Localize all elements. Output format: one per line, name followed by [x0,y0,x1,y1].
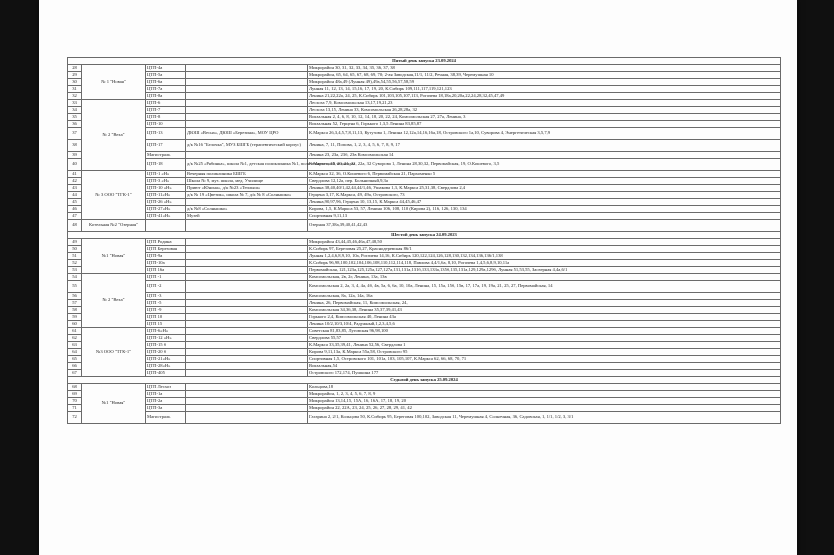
table-row [68,199,781,206]
station-name: ЦТП -9 [146,307,186,314]
address-list: Комсомольская 2, 2а, 3, 4, 4а, 4б, 4в, 5а, 6, 6а, 10, 10а, Ленина, 15, 15а, 15б, 15в, 17, 17а, 19, 19а, 21, 25, 27, Первомайская, 14 [308,281,781,293]
row-number: 68 [68,384,82,391]
table-row [68,321,781,328]
object-name [186,220,308,232]
station-name: ЦТП-4а [146,65,186,72]
station-name: ЦТП -5 [146,300,186,307]
address-list: Вокзальная,54 [308,363,781,370]
object-name [186,246,308,253]
address-list: Спортивная 1,5, Островского 101, 101а, 103, 105,107, К.Маркса 62, 66, 68, 70, 71 [308,356,781,363]
table-row [68,206,781,213]
object-name [186,384,308,391]
object-name [186,307,308,314]
address-list: Ленина 23, 23а, 23б, 23в Комсомольская 14 [308,152,781,159]
table-row [68,274,781,281]
object-name [186,349,308,356]
row-number: 51 [68,253,82,260]
station-name: ЦТП-10 [146,121,186,128]
station-name: ЦТП-1а [146,391,186,398]
table-row [68,253,781,260]
address-list: Микрорайон, 1, 2, 3, 4, 5, 6, 7, 8, 9 [308,391,781,398]
address-list: Микрорайон 22, 22А, 23, 24, 25, 26, 27, 28, 29, 41, 42 [308,405,781,412]
object-name [186,356,308,363]
row-number: 34 [68,107,82,114]
table-row [68,239,781,246]
object-name [186,107,308,114]
station-name: ЦТП-8 [146,114,186,121]
row-number: 37 [68,128,82,140]
row-number: 28 [68,65,82,72]
object-name: Школа № 9, муз. школа, мед. Училище [186,178,308,185]
boiler-name: №1 "Новая" [82,384,146,424]
station-name: ЦТП -1 [146,274,186,281]
table-row [68,152,781,159]
table-row [68,192,781,199]
object-name: д/к №8 «Солнышко» [186,206,308,213]
row-number: 72 [68,412,82,424]
row-number: 62 [68,335,82,342]
table-row [68,405,781,412]
object-name [186,253,308,260]
table-row [68,398,781,405]
address-list: Комсомольская, 2в, 2г, Ленина, 13а, 13в [308,274,781,281]
table-row [68,307,781,314]
station-name: ЦТП-6«Н» [146,328,186,335]
station-name: ЦТП-8а [146,93,186,100]
row-number: 44 [68,192,82,199]
row-number: 65 [68,356,82,363]
station-name: ЦТП Родина [146,239,186,246]
section-title: Седьмой день запуска 25.09.2024 [68,377,781,384]
row-number: 38 [68,140,82,152]
address-list: Микрорайон 43,44,45,46,46а,47,48,50 [308,239,781,246]
table-row [68,342,781,349]
object-name [186,300,308,307]
object-name [186,405,308,412]
table-row [68,370,781,377]
address-list: К.Маркса 32, 36, О.Кошевого 6, Первомайская 21, Пархоменко 5 [308,171,781,178]
object-name [186,314,308,321]
table-row [68,107,781,114]
address-list: Первомайская, 121,123а,125,125а,127,127а,131,131а,131б,133,133а,135б,135,131а,129,129а,129б, Лунная 51,53,55, Заозерная 4,4а,6/1 [308,267,781,274]
table-row [68,293,781,300]
station-name: ЦТП-5а [146,72,186,79]
object-name [186,100,308,107]
row-number: 46 [68,206,82,213]
address-list: К.Маркса, 15, 20, 21, 22, 22а, 32 Суворова 1, Ленина 28,30,32, Первомайская, 19, О.Кошевого, 3,5 [308,159,781,171]
station-name: ЦТП-41«Н» [146,213,186,220]
row-number: 49 [68,239,82,246]
row-number: 64 [68,349,82,356]
address-list: Советская 81,83,85, Луговская 96,98,100 [308,328,781,335]
row-number: 54 [68,274,82,281]
row-number: 45 [68,199,82,206]
table-row [68,356,781,363]
address-list: Спортивная 9,11,13 [308,213,781,220]
address-list: Ленина, 7, 11, Попова, 1, 2, 3, 4, 5, 6, 7, 8, 9, 17 [308,140,781,152]
table-row [68,281,781,293]
address-list: Лунная 1,2,4,6,8,9,10, 10а, Рогачева 14,16, К.Сибирь 120,122,124,126,128,130,132,134,136,136/1,138 [308,253,781,260]
address-list: Микрорайон 48а,49 (Лунная 49),49а,54,55,56,57,58,59 [308,79,781,86]
table-row [68,246,781,253]
table-row [68,391,781,398]
address-list: К.Сибирь 97, Березовая 25,27, Краснодеревская 86/1 [308,246,781,253]
boiler-name: № 2 "Веха" [82,100,146,171]
row-number: 67 [68,370,82,377]
station-name: ЦТП-405 [146,370,186,377]
station-name: ЦТП-2а [146,398,186,405]
address-list: Микрорайон, 65, 64, 65, 67, 68, 69, 70; 2-ая Заводская,11/1, 11/2, Речная, 38,39, Черемушная 10 [308,72,781,79]
object-name [186,65,308,72]
row-number: 39 [68,152,82,159]
station-name: ЦТП-27«Н» [146,206,186,213]
row-number: 43 [68,185,82,192]
object-name [186,121,308,128]
boiler-name: № 3 ООО "ТГК-1" [82,171,146,220]
row-number: 33 [68,100,82,107]
object-name: д/к №16 "Белочка", МУЗ БШГБ (терапевтический корпус) [186,140,308,152]
address-list: К.Маркса 26,3,4,5,7,8,11,13, Кутузова 1, Ленина 12,12а,14,16,16а,18, Островского 1а,10, Суворова 4, Энергетическая 3,5,7,9 [308,128,781,140]
row-number: 47 [68,213,82,220]
address-list: Герцена 3,17, К.Маркса, 49, 49а, Островского, 73 [308,192,781,199]
address-list: Лесхоза 13,15, Ленина 33, Комсомольская 26,28,28а, 32 [308,107,781,114]
row-number: 66 [68,363,82,370]
row-number: 56 [68,293,82,300]
row-number: 30 [68,79,82,86]
schedule-table [67,57,781,424]
station-name: ЦТП-6 [146,100,186,107]
object-name [186,391,308,398]
section-header-row [68,58,781,65]
address-list: Ленина,90,97,96, Герцена 10, 13,15, К.Маркса 44,45,46,47 [308,199,781,206]
object-name: Вечерняя поликлиника БШГБ [186,171,308,178]
table-row [68,220,781,232]
object-name [186,293,308,300]
row-number: 53 [68,267,82,274]
station-name: ЦТП Лесхоз [146,384,186,391]
row-number: 35 [68,114,82,121]
station-name: ЦТП-7а [146,86,186,93]
table-row [68,328,781,335]
table-row [68,140,781,152]
object-name [186,274,308,281]
row-number: 32 [68,93,82,100]
station-name: ЦТП-9а [146,253,186,260]
boiler-name: Котельная №2 "Озерная" [82,220,146,232]
address-list: Лесхоза 7,9, Комсомольская 13,17,19,21,23 [308,100,781,107]
station-name: ЦТП-17 [146,140,186,152]
row-number: 48 [68,220,82,232]
row-number: 29 [68,72,82,79]
station-name: ЦТП Березовая [146,246,186,253]
row-number: 69 [68,391,82,398]
object-name [186,398,308,405]
table-row [68,86,781,93]
object-name [186,199,308,206]
station-name: Магистраль [146,412,186,424]
station-name: ЦТП-18 [146,159,186,171]
station-name: ЦТП-3а [146,405,186,412]
row-number: 59 [68,314,82,321]
table-row [68,128,781,140]
object-name [186,363,308,370]
table-row [68,349,781,356]
table-row [68,335,781,342]
address-list: Комсомольская, 8а, 12а, 14а, 16а [308,293,781,300]
station-name: ЦТП-12 «Н» [146,335,186,342]
station-name: ЦТП-13 [146,128,186,140]
table-row [68,121,781,128]
table-row [68,65,781,72]
object-name: Приют «Юнона», д/к №23 «Теплыш» [186,185,308,192]
section-title: Пятый день запуска 23.09.2024 [68,58,781,65]
station-name: Магистраль [146,152,186,159]
address-list: Ленина 21,22,22а, 24, 25, К.Сибирь 101,103,105,107,113, Рогачева 18,18а,20,20а,22,24,28,32,45,47,49 [308,93,781,100]
table-row [68,171,781,178]
object-name [186,328,308,335]
station-name: ЦТП -2 [146,281,186,293]
object-name [186,321,308,328]
table-row [68,300,781,307]
table-row [68,314,781,321]
object-name [186,79,308,86]
object-name [186,335,308,342]
address-list: Кольцова,18 [308,384,781,391]
address-list: Ленина 10/2,10/3,10/4, Радужный,1,2,3,4,5,6 [308,321,781,328]
address-list: Горького 2,4, Комсомольская 40, Ленина 43а [308,314,781,321]
address-list: Ленина 38,40,40/1,42,44,44/1,46, Ушакова 1,3, К.Маркса 25,31,38, Свердлова 2,4 [308,185,781,192]
address-list: Микрорайон 30, 31, 32, 33, 34, 35, 36, 37, 38 [308,65,781,72]
object-name [186,152,308,159]
row-number: 41 [68,171,82,178]
station-name: ЦТП-1 «Н» [146,171,186,178]
row-number: 61 [68,328,82,335]
address-list: Вокзальная 52, Герцена 6, Горького 1,3,5 Ленина 83,85,87 [308,121,781,128]
object-name [186,370,308,377]
station-name: ЦТП-20 б [146,349,186,356]
table-row [68,100,781,107]
row-number: 50 [68,246,82,253]
row-number: 71 [68,405,82,412]
table-row [68,114,781,121]
section-header-row [68,377,781,384]
address-list: Гагарина 2, 2/1, Кольцова 50, К.Сибирь 95, Береговая 100,102, Заводская 11, Черемушная 4, Солнечная, 36, Садовская, 1, 1/1, 1/2, 3, 3/1 [308,412,781,424]
object-name: ДЮШ «Весна», ДЮШ «Березина», МОУ ЦРО [186,128,308,140]
station-name: ЦТП 15 [146,321,186,328]
station-name: ЦТП-3 «Н» [146,178,186,185]
row-number: 40 [68,159,82,171]
address-list: Кирова, 1,5, К.Маркса 53, 57, Ленина 106, 108, 110 (Кирова 2), 116, 126, 130, 134 [308,206,781,213]
table-row [68,213,781,220]
row-number: 63 [68,342,82,349]
boiler-name: № 2 "Веха" [82,274,146,328]
table-row [68,93,781,100]
station-name: ЦТП-7 [146,107,186,114]
object-name [186,239,308,246]
section-header-row [68,232,781,239]
address-list: Озерная 37,38а,39,40,41,42,43 [308,220,781,232]
table-row [68,79,781,86]
address-list: Комсомольская 34,36,38, Ленина 35,37,39,41,43 [308,307,781,314]
table-row [68,185,781,192]
row-number: 42 [68,178,82,185]
table-row [68,72,781,79]
address-list: Кирова 9,11,13а, К.Маркса 55а,58, Островского 95 [308,349,781,356]
address-list: Свердлова 55,57 [308,335,781,342]
object-name [186,267,308,274]
station-name: ЦТП 16а [146,267,186,274]
station-name: ЦТП-26 «Н» [146,199,186,206]
object-name: д/к №25 «Рябинка», школа №1, детская поликлиника №1, политехнический техникум [186,159,308,171]
address-list: Вокзальная 2, 4, 6, 8, 10, 12, 14, 18, 20, 22, 24, Комсомольская 27, 27а, Ленина, 3 [308,114,781,121]
object-name [186,342,308,349]
section-title: Шестой день запуска 24.09.2023 [68,232,781,239]
boiler-name: №3 ООО "ТГК-1" [82,328,146,377]
object-name: д/к № 19 «Цветик», школа № 7, д/к № 8 «Солнышко» [186,192,308,199]
address-list: Ленина, 26, Первомайская, 11, Комсомольская, 24, [308,300,781,307]
object-name [186,93,308,100]
address-list: Лунная 11, 12, 13, 14, 15,16, 17, 19, 20, К.Сибирь 109,111,117,119,121,123 [308,86,781,93]
station-name [146,220,186,232]
address-list: Микрорайон 13,14,15, 15А, 16, 16А, 17, 18, 19, 20 [308,398,781,405]
address-list: К.Маркса 33,35,39,41, Ленина 52,56, Свердлова 1 [308,342,781,349]
document-page [39,0,797,555]
station-name: ЦТП -3 [146,293,186,300]
station-name: ЦТП-6а [146,79,186,86]
station-name: ЦТП 10 [146,314,186,321]
table-row [68,159,781,171]
object-name [186,412,308,424]
row-number: 31 [68,86,82,93]
station-name: ЦТП-10 «Н» [146,185,186,192]
station-name: ЦТП-21«Н» [146,356,186,363]
row-number: 58 [68,307,82,314]
table-row [68,267,781,274]
row-number: 36 [68,121,82,128]
station-name: ЦТП-28«Н» [146,363,186,370]
table-row [68,363,781,370]
station-name: ЦТП-11«Н» [146,192,186,199]
object-name [186,260,308,267]
object-name [186,114,308,121]
row-number: 52 [68,260,82,267]
address-list: Свердлова 12,12а, пер. Больничный,9,3а [308,178,781,185]
row-number: 60 [68,321,82,328]
boiler-name: № 1 "Новая" [82,65,146,100]
table-row [68,412,781,424]
object-name [186,86,308,93]
object-name [186,72,308,79]
address-list: К.Сибирь 96,98,100,102,104,106,108,110,112,114,118, Павлова 4,4/1,6а, 8,10, Рогачева 1,4,5,6,8,9,10,11а [308,260,781,267]
object-name: Музей [186,213,308,220]
station-name: ЦТП-15 б [146,342,186,349]
row-number: 70 [68,398,82,405]
table-row [68,384,781,391]
table-row [68,178,781,185]
row-number: 55 [68,281,82,293]
station-name: ЦТП-10а [146,260,186,267]
row-number: 57 [68,300,82,307]
address-list: Островского 172,174, Пушкина 177 [308,370,781,377]
table-row [68,260,781,267]
boiler-name: №1 "Новая" [82,239,146,274]
object-name [186,281,308,293]
